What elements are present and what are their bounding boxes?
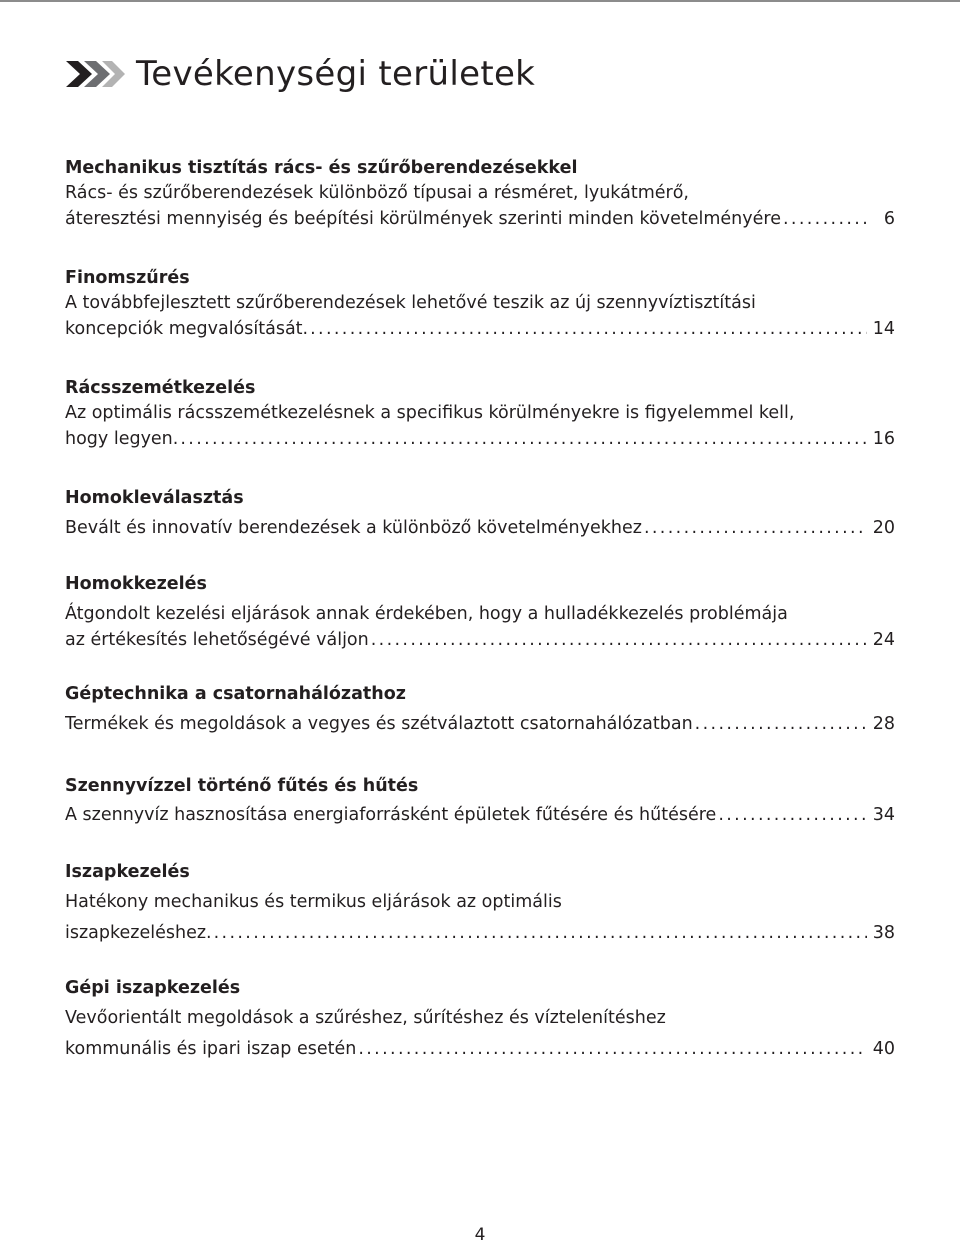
dot-leader	[783, 206, 867, 232]
dot-leader	[358, 1036, 866, 1062]
toc-entry	[65, 774, 895, 828]
toc-entry	[65, 682, 895, 737]
entry-description: az értékesítés lehetőségévé váljon	[65, 630, 369, 650]
entry-description: Bevált és innovatív berendezések a különböző követelményekhez	[65, 518, 642, 538]
toc-entry	[65, 266, 895, 342]
entry-description: hogy legyen.	[65, 429, 179, 449]
toc-entry	[65, 572, 895, 653]
entry-description: Termékek és megoldások a vegyes és szétválaztott csatornahálózatban	[65, 714, 693, 734]
entry-title: Finomszűrés	[65, 268, 190, 288]
dot-leader	[644, 515, 867, 541]
dot-leader	[718, 802, 866, 828]
dot-leader	[371, 627, 867, 653]
entry-description: Vevőorientált megoldások a szűréshez, sűrítéshez és víztelenítéshez	[65, 1008, 666, 1028]
toc-entry	[65, 976, 895, 1062]
entry-leader-line	[65, 920, 895, 946]
toc-entry	[65, 376, 895, 452]
double-chevron-right-icon	[62, 59, 126, 89]
entry-title: Rácsszemétkezelés	[65, 378, 256, 398]
page-reference: 20	[872, 518, 895, 538]
page-reference: 16	[872, 429, 895, 449]
entry-title: Géptechnika a csatornahálózathoz	[65, 684, 406, 704]
entry-title: Mechanikus tisztítás rács- és szűrőberendezésekkel	[65, 158, 578, 178]
dot-leader	[310, 316, 867, 342]
entry-description: Átgondolt kezelési eljárások annak érdekében, hogy a hulladékkezelés problémája	[65, 604, 788, 624]
page-reference: 28	[872, 714, 895, 734]
page-header	[62, 50, 535, 98]
entry-title: Homokleválasztás	[65, 488, 244, 508]
toc-entry	[65, 860, 895, 946]
entry-title: Szennyvízzel történő fűtés és hűtés	[65, 776, 419, 796]
toc-entry	[65, 156, 895, 232]
page-title: Tevékenységi területek	[136, 54, 536, 94]
entry-description: A továbbfejlesztett szűrőberendezések lehetővé teszik az új szennyvíztisztítási	[65, 293, 756, 313]
entry-leader-line	[65, 316, 895, 342]
page-reference: 6	[883, 209, 895, 229]
entry-title: Iszapkezelés	[65, 862, 190, 882]
entry-leader-line	[65, 1036, 895, 1062]
entry-description: iszapkezeléshez.	[65, 923, 212, 943]
page-reference: 40	[872, 1039, 895, 1059]
entry-title: Homokkezelés	[65, 574, 207, 594]
entry-description: A szennyvíz hasznosítása energiaforrásként épületek fűtésére és hűtésére	[65, 805, 717, 825]
top-rule	[0, 0, 960, 2]
entry-leader-line	[65, 206, 895, 232]
entry-description: Hatékony mechanikus és termikus eljárások az optimális	[65, 892, 562, 912]
entry-description: Az optimális rácsszemétkezelésnek a specifikus körülményekre is figyelemmel kell,	[65, 403, 795, 423]
entry-description: kommunális és ipari iszap esetén	[65, 1039, 357, 1059]
entry-leader-line	[65, 426, 895, 452]
entry-leader-line	[65, 515, 895, 541]
page-reference: 24	[872, 630, 895, 650]
page-reference: 34	[872, 805, 895, 825]
dot-leader	[180, 426, 866, 452]
page-reference: 14	[872, 319, 895, 339]
toc-entry	[65, 486, 895, 541]
entry-description: Rács- és szűrőberendezések különböző típusai a résméret, lyukátmérő,	[65, 183, 689, 203]
entry-description: koncepciók megvalósítását.	[65, 319, 309, 339]
dot-leader	[214, 920, 867, 946]
dot-leader	[695, 711, 867, 737]
entry-description: áteresztési mennyiség és beépítési körülmények szerinti minden követelményére	[65, 209, 781, 229]
entry-leader-line	[65, 627, 895, 653]
page-reference: 38	[872, 923, 895, 943]
entry-leader-line	[65, 711, 895, 737]
entry-title: Gépi iszapkezelés	[65, 978, 241, 998]
entry-leader-line	[65, 802, 895, 828]
page-number: 4	[474, 1225, 486, 1245]
